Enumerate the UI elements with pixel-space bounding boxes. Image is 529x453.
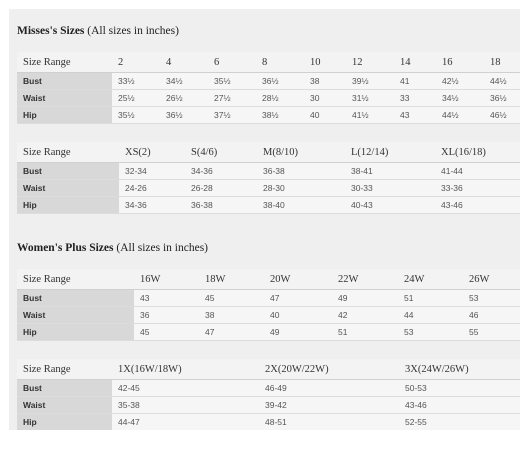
measurement-label: Waist [17, 180, 119, 197]
measurement-value: 50-53 [399, 380, 520, 397]
table-row [17, 307, 520, 324]
measurement-value: 37½ [208, 107, 256, 124]
measurement-value: 34-36 [119, 197, 185, 214]
measurement-label: Waist [17, 397, 112, 414]
table-row [17, 380, 520, 397]
measurement-value: 28-30 [257, 180, 345, 197]
measurement-value: 33-36 [435, 180, 520, 197]
measurement-value: 36½ [256, 73, 304, 90]
measurement-value: 46-49 [259, 380, 399, 397]
measurement-value: 49 [264, 324, 332, 341]
measurement-value: 47 [264, 290, 332, 307]
measurement-value: 25½ [112, 90, 160, 107]
measurement-value: 43 [134, 290, 199, 307]
measurement-value: 43-46 [399, 397, 520, 414]
measurement-value: 27½ [208, 90, 256, 107]
size-column-header: 20W [264, 269, 332, 290]
womens-section-title [17, 242, 208, 254]
measurement-value: 33½ [112, 73, 160, 90]
measurement-value: 39-42 [259, 397, 399, 414]
measurement-value: 31½ [346, 90, 394, 107]
womens-numeric-table [17, 269, 520, 341]
misses-section-title [17, 25, 179, 37]
table-row [17, 414, 520, 431]
measurement-value: 34½ [436, 90, 484, 107]
size-column-header: XS(2) [119, 142, 185, 163]
table-row [17, 324, 520, 341]
measurement-label: Bust [17, 73, 112, 90]
measurement-value: 51 [398, 290, 463, 307]
size-column-header: XL(16/18) [435, 142, 520, 163]
measurement-label: Waist [17, 90, 112, 107]
size-column-header: M(8/10) [257, 142, 345, 163]
size-column-header: 3X(24W/26W) [399, 359, 520, 380]
measurement-value: 49 [332, 290, 398, 307]
measurement-value: 30-33 [345, 180, 435, 197]
measurement-value: 26½ [160, 90, 208, 107]
measurement-value: 35½ [112, 107, 160, 124]
measurement-value: 36 [134, 307, 199, 324]
measurement-value: 42½ [436, 73, 484, 90]
table-row [17, 90, 520, 107]
misses-letter-table [17, 142, 520, 214]
size-column-header: 2X(20W/22W) [259, 359, 399, 380]
measurement-value: 44½ [484, 73, 520, 90]
header-row [17, 359, 520, 380]
size-column-header: 14 [394, 52, 436, 73]
misses-title: Misses's Sizes [17, 25, 85, 37]
measurement-value: 46 [463, 307, 520, 324]
measurement-value: 36½ [160, 107, 208, 124]
measurement-value: 35½ [208, 73, 256, 90]
measurement-label: Hip [17, 107, 112, 124]
womens-title: Women's Plus Sizes [17, 242, 114, 254]
measurement-value: 32-34 [119, 163, 185, 180]
measurement-value: 42-45 [112, 380, 259, 397]
size-column-header: 12 [346, 52, 394, 73]
table-row [17, 197, 520, 214]
measurement-value: 39½ [346, 73, 394, 90]
size-column-header: S(4/6) [185, 142, 257, 163]
table-row [17, 163, 520, 180]
header-row [17, 142, 520, 163]
measurement-value: 43-46 [435, 197, 520, 214]
measurement-value: 36½ [484, 90, 520, 107]
measurement-value: 46½ [484, 107, 520, 124]
size-range-header: Size Range [17, 142, 119, 163]
header-row [17, 52, 520, 73]
misses-numeric-table [17, 52, 520, 124]
measurement-value: 38 [304, 73, 346, 90]
size-column-header: 26W [463, 269, 520, 290]
size-chart-page [9, 9, 520, 430]
size-range-header: Size Range [17, 359, 112, 380]
measurement-value: 24-26 [119, 180, 185, 197]
size-column-header: 18 [484, 52, 520, 73]
measurement-value: 33 [394, 90, 436, 107]
size-column-header: 24W [398, 269, 463, 290]
size-range-header: Size Range [17, 269, 134, 290]
measurement-value: 53 [398, 324, 463, 341]
measurement-value: 42 [332, 307, 398, 324]
measurement-value: 44 [398, 307, 463, 324]
misses-note: (All sizes in inches) [87, 25, 179, 37]
measurement-value: 55 [463, 324, 520, 341]
size-column-header: 22W [332, 269, 398, 290]
measurement-value: 43 [394, 107, 436, 124]
measurement-value: 38½ [256, 107, 304, 124]
table-row [17, 73, 520, 90]
measurement-value: 30 [304, 90, 346, 107]
measurement-value: 52-55 [399, 414, 520, 431]
table-row [17, 180, 520, 197]
size-column-header: L(12/14) [345, 142, 435, 163]
measurement-value: 41-44 [435, 163, 520, 180]
measurement-value: 47 [199, 324, 264, 341]
measurement-label: Bust [17, 380, 112, 397]
measurement-label: Bust [17, 163, 119, 180]
size-column-header: 1X(16W/18W) [112, 359, 259, 380]
measurement-value: 36-38 [185, 197, 257, 214]
size-column-header: 16 [436, 52, 484, 73]
table-row [17, 290, 520, 307]
womens-note: (All sizes in inches) [116, 242, 209, 254]
table-row [17, 107, 520, 124]
size-column-header: 6 [208, 52, 256, 73]
measurement-value: 53 [463, 290, 520, 307]
size-column-header: 16W [134, 269, 199, 290]
size-range-header: Size Range [17, 52, 112, 73]
header-row [17, 269, 520, 290]
measurement-label: Hip [17, 197, 119, 214]
measurement-value: 36-38 [257, 163, 345, 180]
measurement-value: 44½ [436, 107, 484, 124]
size-column-header: 4 [160, 52, 208, 73]
measurement-value: 41 [394, 73, 436, 90]
measurement-value: 51 [332, 324, 398, 341]
measurement-value: 48-51 [259, 414, 399, 431]
measurement-value: 35-38 [112, 397, 259, 414]
measurement-label: Waist [17, 307, 134, 324]
size-column-header: 10 [304, 52, 346, 73]
measurement-value: 40 [304, 107, 346, 124]
measurement-value: 34-36 [185, 163, 257, 180]
measurement-value: 40-43 [345, 197, 435, 214]
measurement-value: 26-28 [185, 180, 257, 197]
measurement-value: 28½ [256, 90, 304, 107]
measurement-value: 40 [264, 307, 332, 324]
measurement-value: 44-47 [112, 414, 259, 431]
measurement-value: 38 [199, 307, 264, 324]
measurement-label: Hip [17, 414, 112, 431]
size-column-header: 8 [256, 52, 304, 73]
measurement-value: 45 [134, 324, 199, 341]
womens-x-table [17, 359, 520, 430]
size-column-header: 18W [199, 269, 264, 290]
measurement-value: 38-41 [345, 163, 435, 180]
measurement-value: 45 [199, 290, 264, 307]
measurement-value: 38-40 [257, 197, 345, 214]
table-row [17, 397, 520, 414]
measurement-value: 34½ [160, 73, 208, 90]
size-column-header: 2 [112, 52, 160, 73]
measurement-label: Hip [17, 324, 134, 341]
measurement-label: Bust [17, 290, 134, 307]
measurement-value: 41½ [346, 107, 394, 124]
